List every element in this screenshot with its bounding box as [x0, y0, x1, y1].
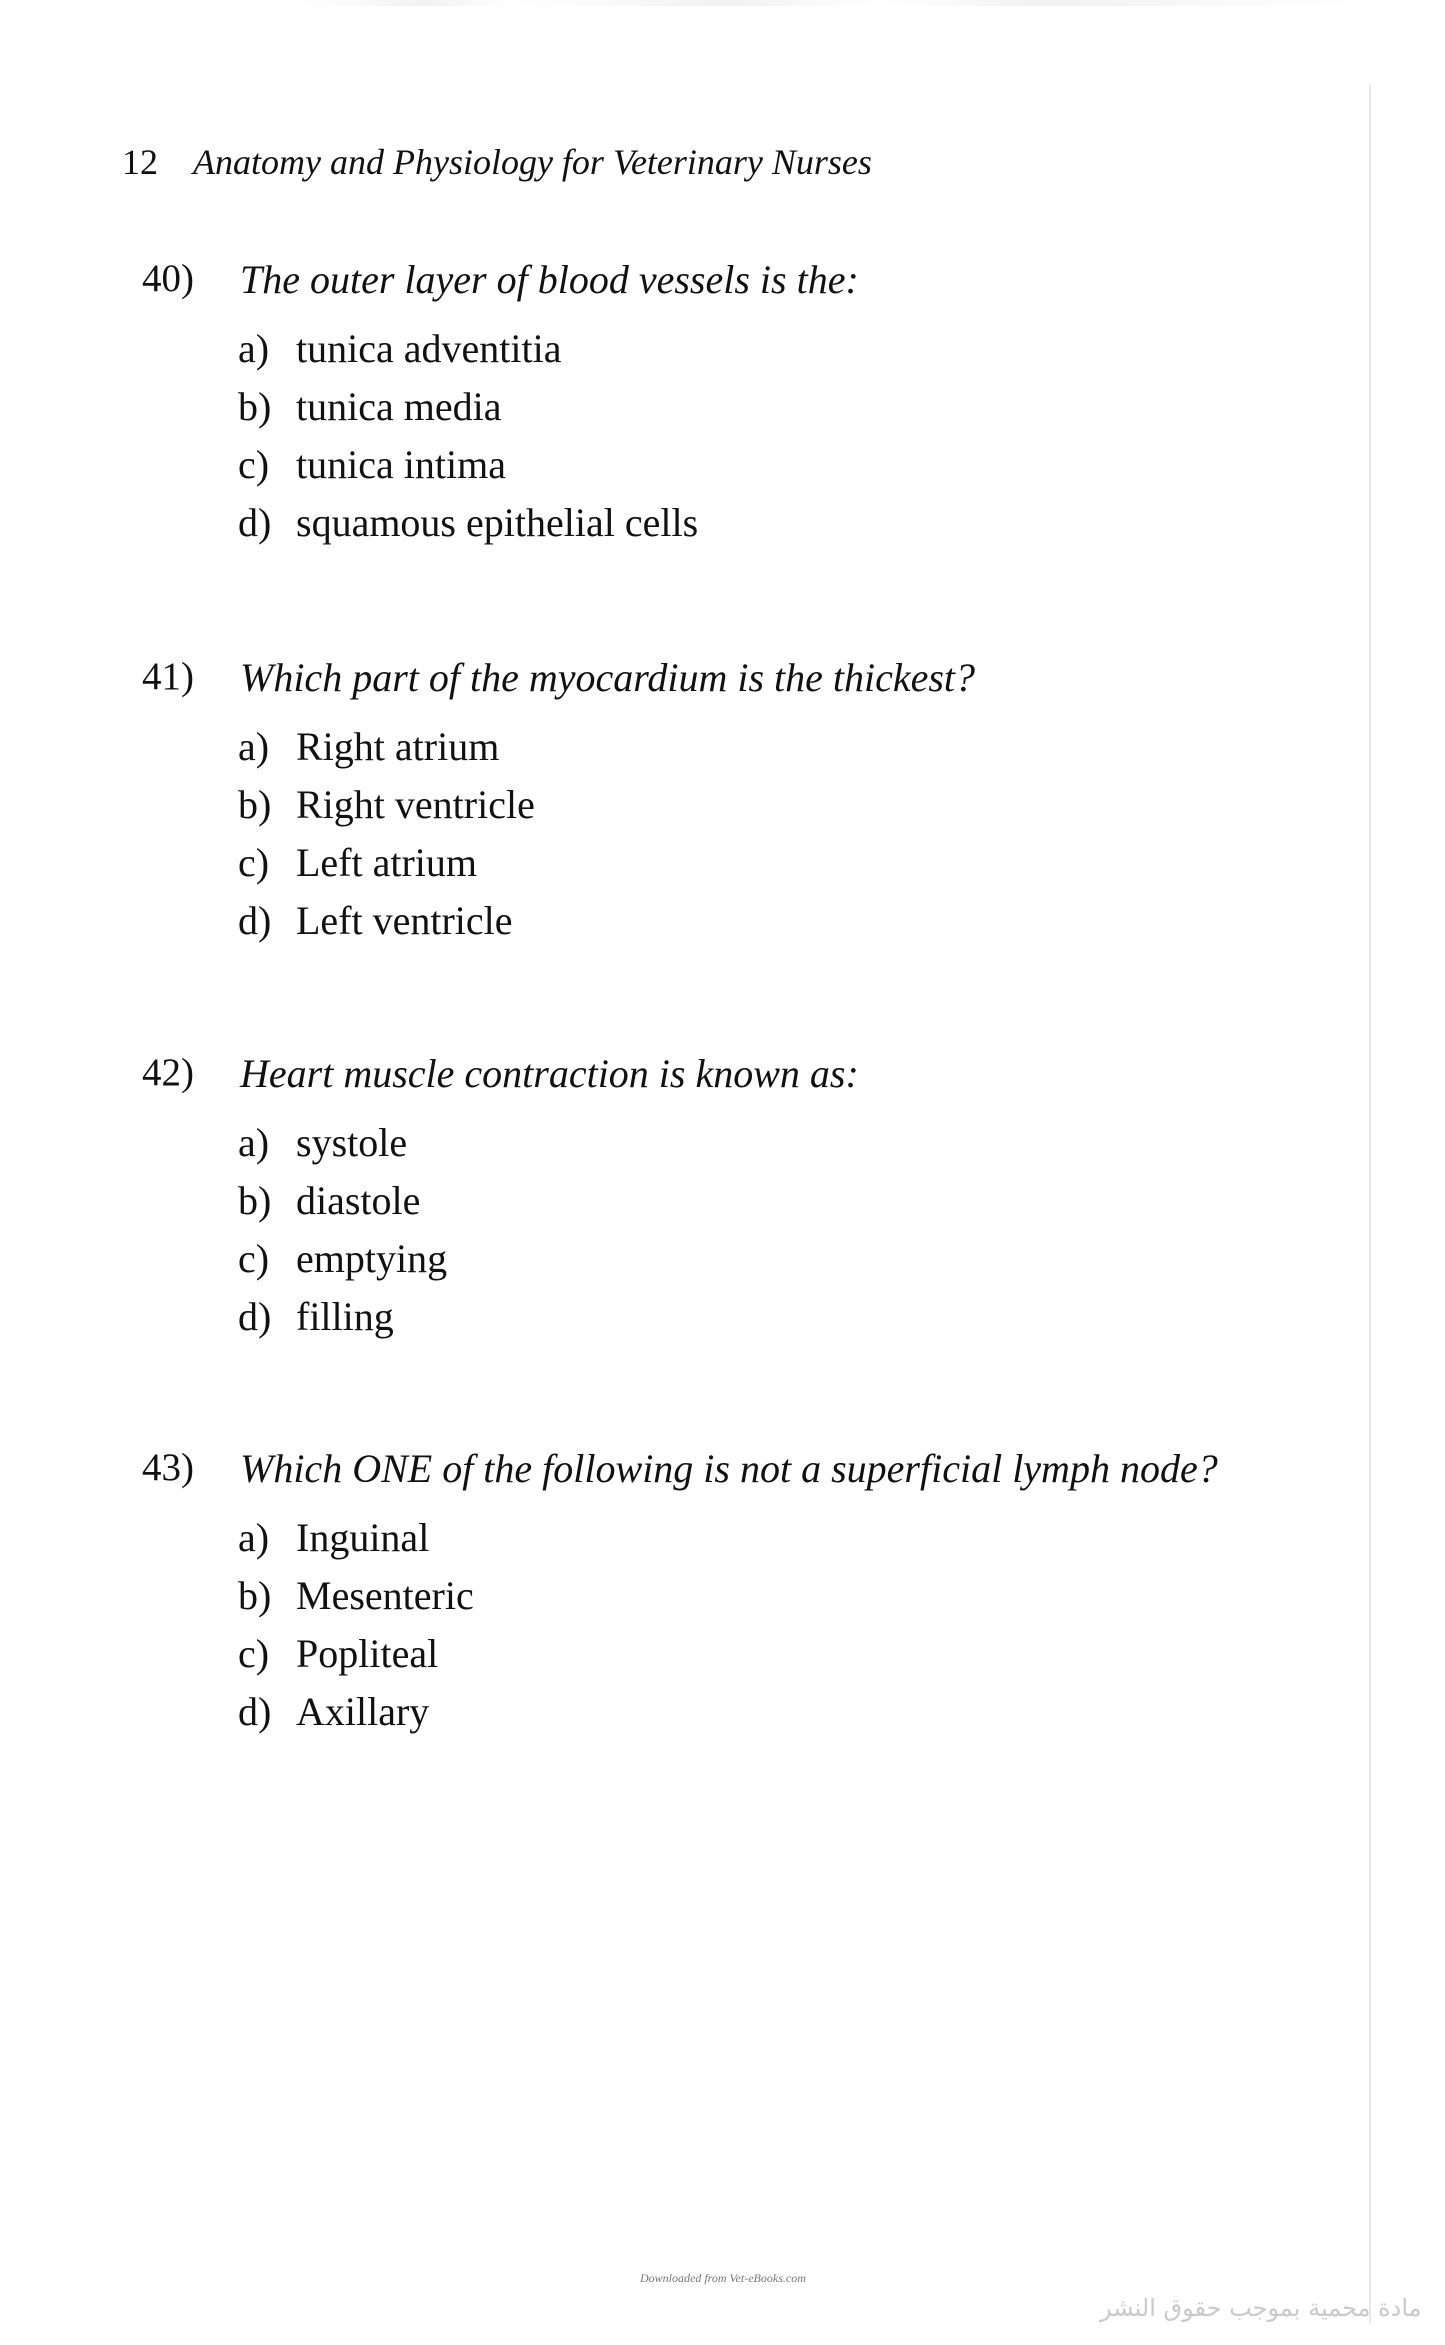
option-letter: d): [238, 1294, 272, 1339]
option-a: [238, 1509, 1242, 1567]
option-letter: c): [238, 442, 270, 487]
question-text: The outer layer of blood vessels is the:: [240, 257, 859, 302]
option-c: [238, 436, 1242, 494]
question-number: 41): [142, 655, 194, 698]
download-source-note: Downloaded from Vet-eBooks.com: [640, 2271, 806, 2285]
option-list: [238, 1114, 1242, 1346]
option-letter: b): [238, 782, 272, 827]
question-number: 40): [142, 257, 194, 300]
question-43: [142, 1443, 1242, 1741]
option-text: tunica media: [296, 384, 502, 429]
option-a: [238, 320, 1242, 378]
scan-edge-artifact: [300, 0, 1360, 6]
option-text: tunica adventitia: [296, 326, 562, 371]
option-c: [238, 834, 1242, 892]
option-letter: c): [238, 840, 270, 885]
question-text: Heart muscle contraction is known as:: [240, 1051, 859, 1096]
option-letter: c): [238, 1631, 270, 1676]
copyright-watermark: مادة محمية بموجب حقوق النشر: [1100, 2294, 1422, 2322]
option-letter: d): [238, 898, 272, 943]
option-letter: d): [238, 1689, 272, 1734]
option-list: [238, 320, 1242, 552]
option-letter: a): [238, 1120, 270, 1165]
option-text: Right atrium: [296, 724, 500, 769]
option-text: tunica intima: [296, 442, 506, 487]
option-text: Mesenteric: [296, 1573, 474, 1618]
option-text: Left ventricle: [296, 898, 513, 943]
option-text: diastole: [296, 1178, 421, 1223]
question-text: Which part of the myocardium is the thickest?: [240, 655, 976, 700]
option-text: Popliteal: [296, 1631, 439, 1676]
option-text: Inguinal: [296, 1515, 430, 1560]
question-text: Which ONE of the following is not a superficial lymph node?: [240, 1446, 1218, 1491]
option-letter: a): [238, 326, 270, 371]
question-number: 43): [142, 1446, 194, 1489]
option-letter: a): [238, 724, 270, 769]
option-d: [238, 1288, 1242, 1346]
running-header: [122, 138, 872, 186]
question-41: [142, 652, 1242, 950]
question-number: 42): [142, 1051, 194, 1094]
option-b: [238, 776, 1242, 834]
option-d: [238, 892, 1242, 950]
option-list: [238, 1509, 1242, 1741]
option-list: [238, 718, 1242, 950]
page-number: 12: [122, 142, 158, 182]
option-b: [238, 1172, 1242, 1230]
option-text: emptying: [296, 1236, 448, 1281]
option-text: systole: [296, 1120, 408, 1165]
question-40: [142, 254, 1242, 552]
book-title: Anatomy and Physiology for Veterinary Nurses: [193, 142, 872, 182]
option-b: [238, 378, 1242, 436]
option-c: [238, 1625, 1242, 1683]
option-letter: d): [238, 500, 272, 545]
option-text: squamous epithelial cells: [296, 500, 699, 545]
option-text: filling: [296, 1294, 394, 1339]
option-a: [238, 718, 1242, 776]
option-letter: b): [238, 1178, 272, 1223]
page-edge-line: [1369, 84, 1371, 2324]
option-b: [238, 1567, 1242, 1625]
option-letter: b): [238, 384, 272, 429]
option-c: [238, 1230, 1242, 1288]
option-text: Axillary: [296, 1689, 430, 1734]
question-42: [142, 1048, 1242, 1346]
option-text: Right ventricle: [296, 782, 535, 827]
option-d: [238, 1683, 1242, 1741]
option-letter: b): [238, 1573, 272, 1618]
option-a: [238, 1114, 1242, 1172]
option-letter: a): [238, 1515, 270, 1560]
option-d: [238, 494, 1242, 552]
option-letter: c): [238, 1236, 270, 1281]
option-text: Left atrium: [296, 840, 478, 885]
